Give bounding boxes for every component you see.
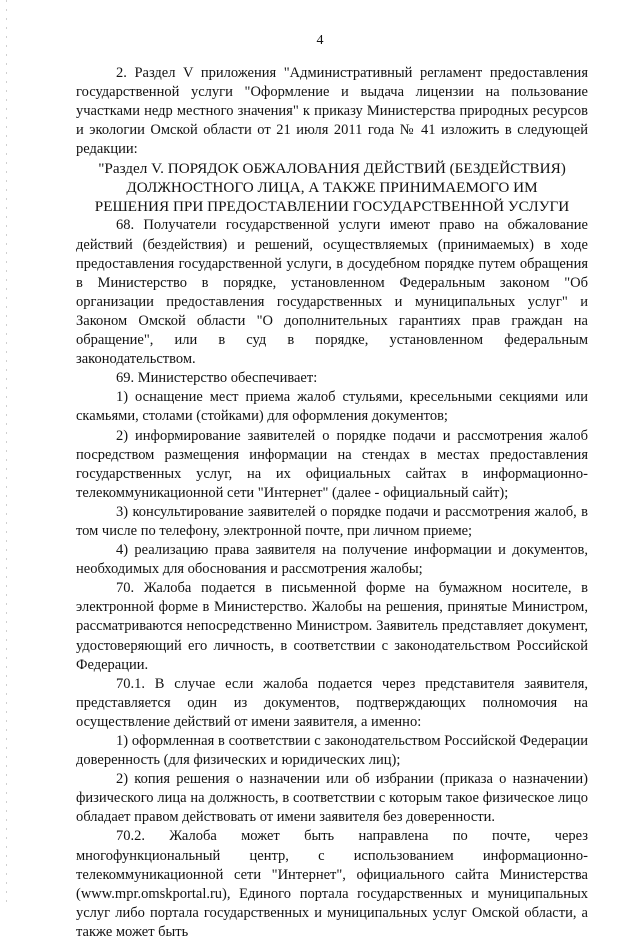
- document-body: [76, 64, 588, 942]
- paragraph-68: 68. Получатели государственной услуги имеют право на обжалование действий (бездействия) и решений, осуществляемых (принимаемых) в ходе предоставления государственной услуги, в досудебном порядке путем обращения в Министерство в порядке, установленном Федеральным законом "Об организации предоставления государственных и муниципальных услуг" и Законом Омской области "О дополнительных гарантиях прав граждан на обращение", или в суд в порядке, установленном федеральным законодательством.: [76, 217, 588, 368]
- section-heading-line-3: РЕШЕНИЯ ПРИ ПРЕДОСТАВЛЕНИИ ГОСУДАРСТВЕННОЙ УСЛУГИ: [94, 198, 570, 216]
- paragraph-69-item-4: 4) реализацию права заявителя на получение информации и документов, необходимых для обоснования и рассмотрения жалобы;: [76, 542, 588, 578]
- intro-paragraph: 2. Раздел V приложения "Административный регламент предоставления государственной услуги "Оформление и выдача лицензии на пользование участками недр местного значения" к приказу Министерства природных ресурсов и экологии Омской области от 21 июля 2011 года № 41 изложить в следующей редакции:: [76, 65, 588, 158]
- section-heading-line-1: "Раздел V. ПОРЯДОК ОБЖАЛОВАНИЯ ДЕЙСТВИЙ (БЕЗДЕЙСТВИЯ): [98, 160, 566, 178]
- section-heading-line-2: ДОЛЖНОСТНОГО ЛИЦА, А ТАКЖЕ ПРИНИМАЕМОГО ИМ: [126, 179, 538, 197]
- paragraph-69: 69. Министерство обеспечивает:: [116, 370, 318, 387]
- paragraph-70: 70. Жалоба подается в письменной форме на бумажном носителе, в электронной форме в Министерство. Жалобы на решения, принятые Министром, рассматриваются непосредственно Министром. Заявитель представляет документ, удостоверяющий его личность, в соответствии с законодательством Российской Федерации.: [76, 580, 588, 673]
- paragraph-70-2: 70.2. Жалоба может быть направлена по почте, через многофункциональный центр, с использованием информационно-телекоммуникационной сети "Интернет", официального сайта Министерства (www.mpr.omskportal.ru), Единого портала государственных и муниципальных услуг либо портала государственных и муниципальных услуг Омской области, а также может быть: [76, 828, 588, 940]
- paragraph-70-1-item-1: 1) оформленная в соответствии с законодательством Российской Федерации доверенность (для физических и юридических лиц);: [76, 733, 588, 769]
- paragraph-69-item-1: 1) оснащение мест приема жалоб стульями, кресельными секциями или скамьями, столами (стойками) для оформления документов;: [76, 389, 588, 425]
- section-heading: [76, 159, 588, 216]
- paragraph-69-item-2: 2) информирование заявителей о порядке подачи и рассмотрения жалоб посредством размещения информации на стендах в местах предоставления государственных услуг, на их официальных сайтах в информационно-телекоммуникационной сети "Интернет" (далее - официальный сайт);: [76, 427, 588, 501]
- page-number: 4: [316, 33, 324, 48]
- paragraph-69-item-3: 3) консультирование заявителей о порядке подачи и рассмотрения жалоб, в том числе по телефону, электронной почте, при личном приеме;: [76, 503, 588, 539]
- paragraph-70-1: 70.1. В случае если жалоба подается через представителя заявителя, представляется один из документов, подтверждающих полномочия на осуществление действий от имени заявителя, а именно:: [76, 675, 588, 730]
- paragraph-70-1-item-2: 2) копия решения о назначении или об избрании (приказа о назначении) физического лица на должность, в соответствии с которым такое физическое лицо обладает правом действовать от имени заявителя без доверенности.: [76, 771, 588, 826]
